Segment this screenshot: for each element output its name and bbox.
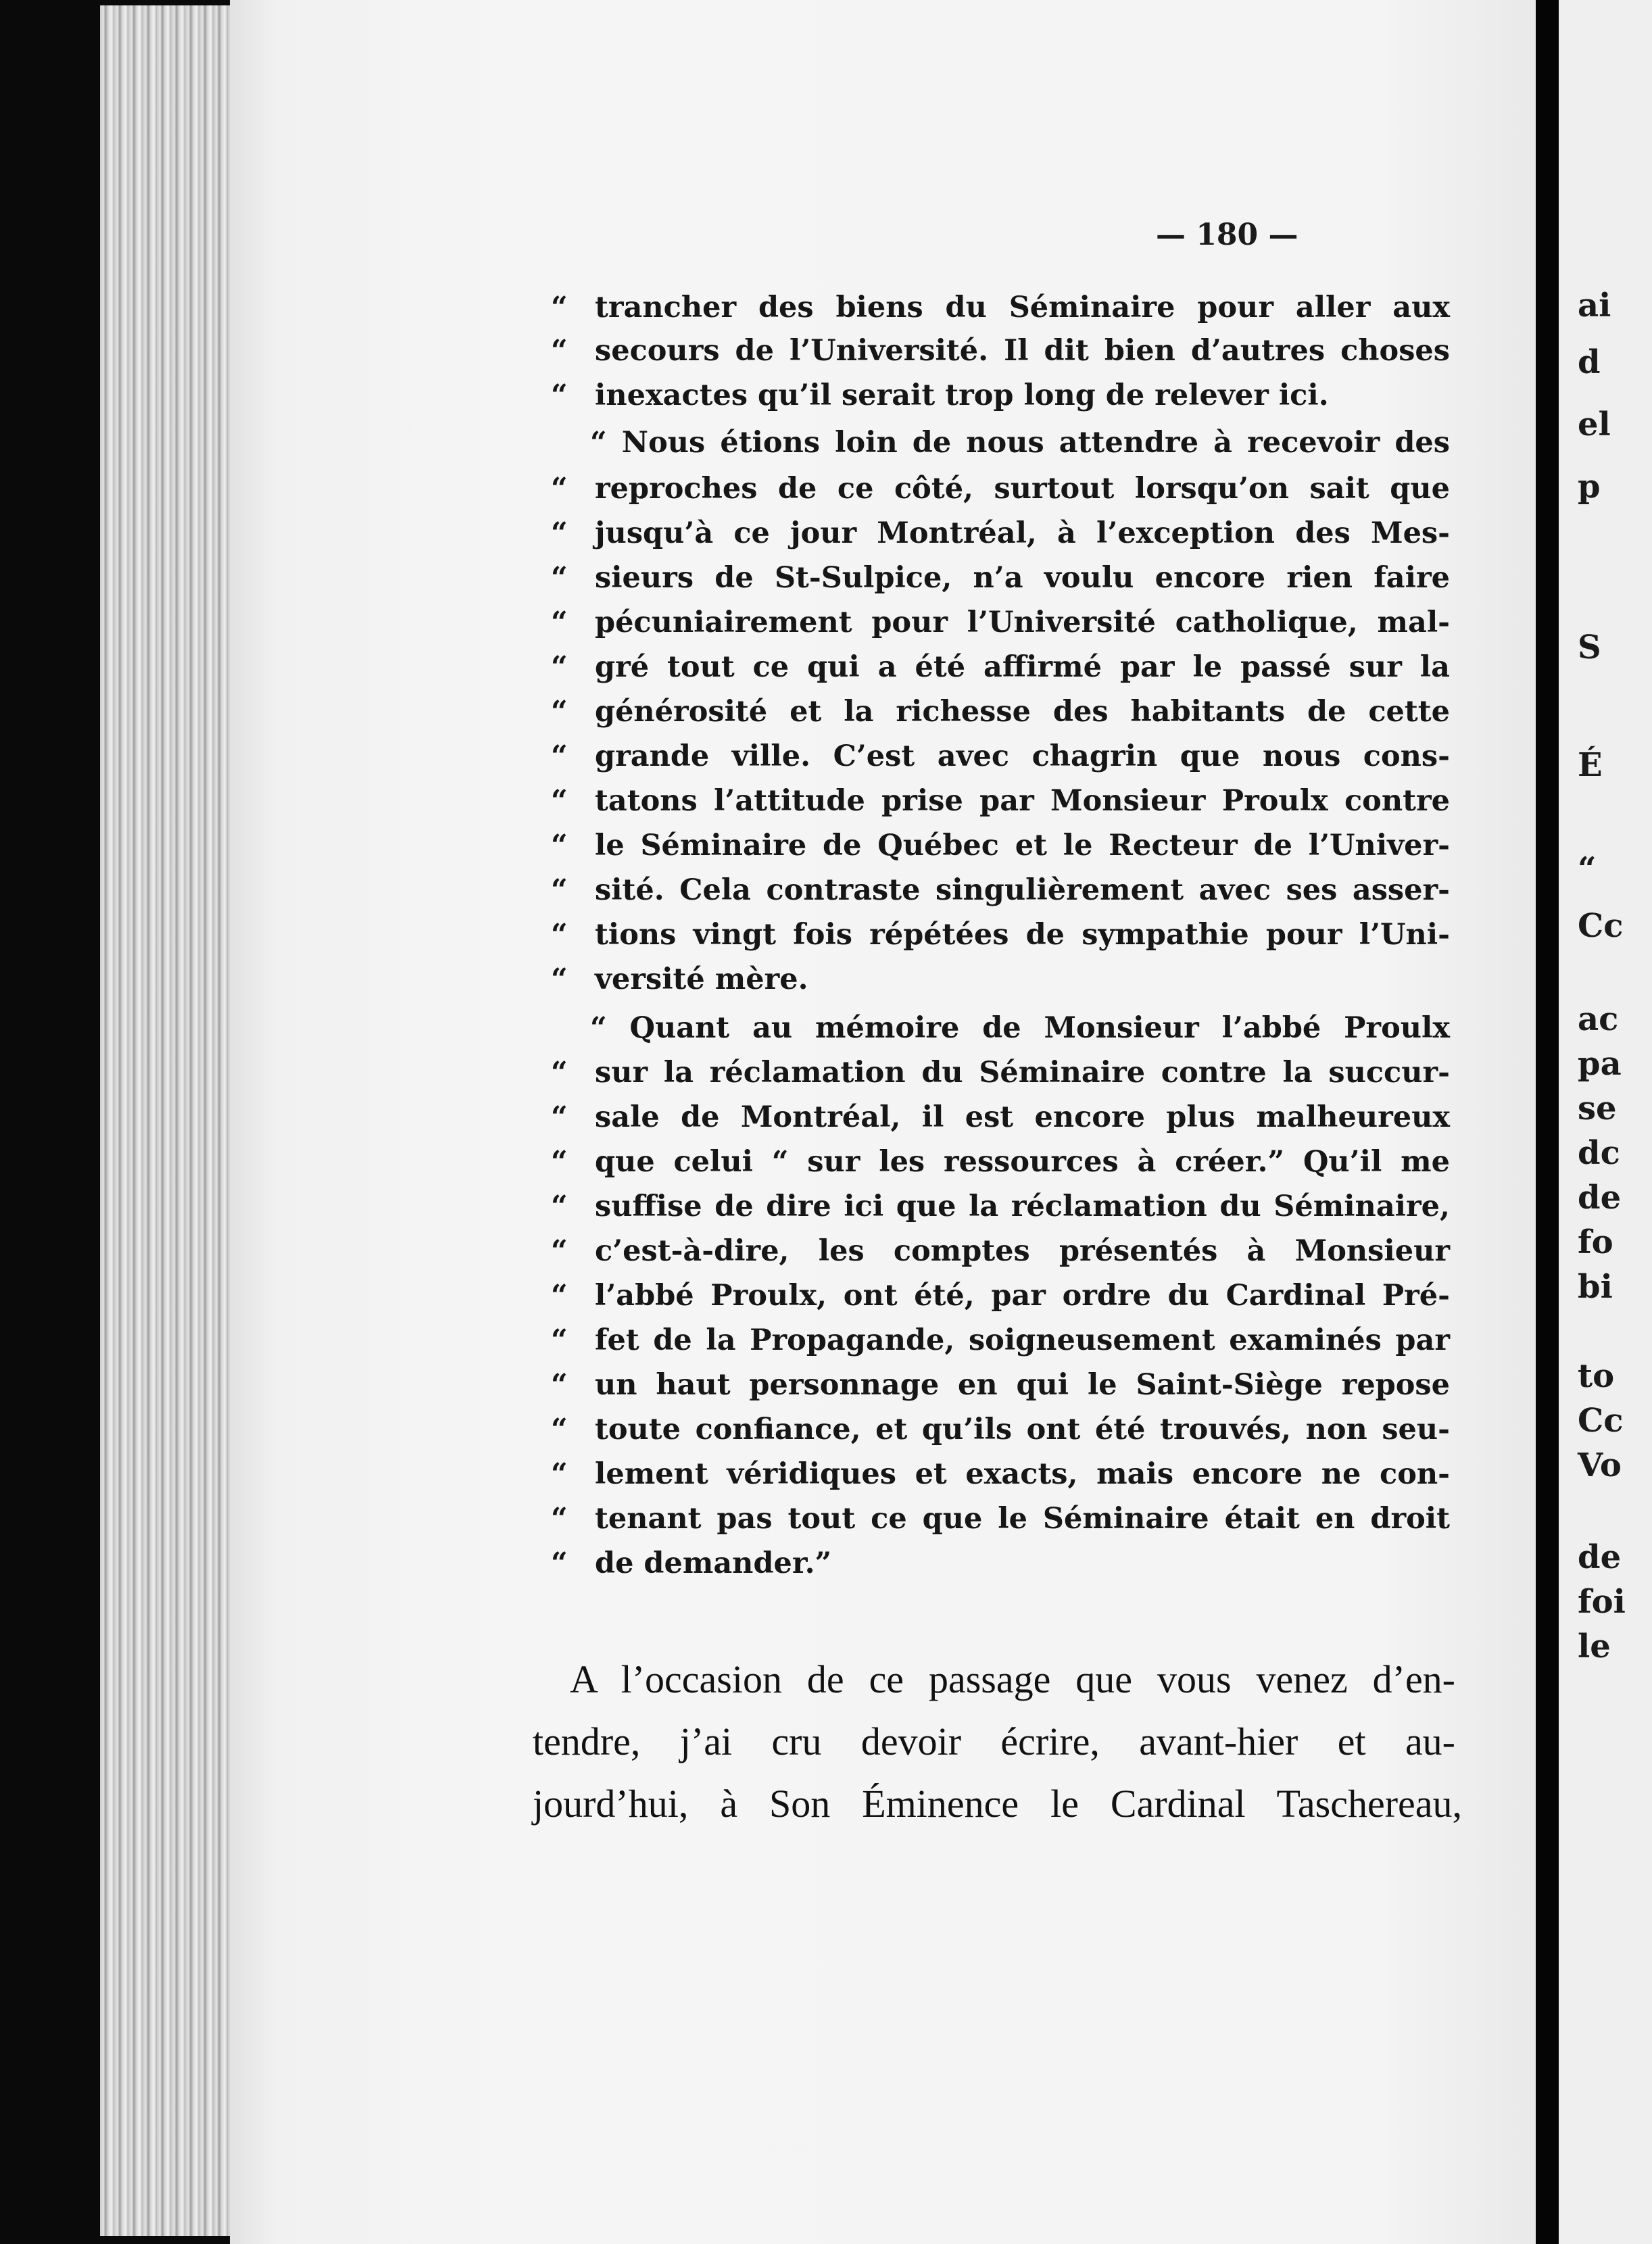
quote-line: “ le Séminaire de Québec et le Recteur de l’Univer- (551, 829, 1450, 862)
quote-line: “ que celui “ sur les ressources à créer.” Qu’il me (551, 1145, 1450, 1179)
next-page-fragment: ai (1578, 287, 1611, 324)
quote-line: “ Quant au mémoire de Monsieur l’abbé Proulx (590, 1011, 1450, 1045)
body-line: jourd’hui, à Son Éminence le Cardinal Taschereau, (533, 1782, 1462, 1826)
next-page-fragment: foi (1578, 1583, 1626, 1621)
quote-line: “ tions vingt fois répétées de sympathie pour l’Uni- (551, 918, 1450, 952)
quote-line: “ grande ville. C’est avec chagrin que nous cons- (551, 739, 1450, 773)
next-page-fragment: to (1578, 1357, 1615, 1395)
next-page-fragment: S (1578, 629, 1601, 666)
next-page-edge (1559, 0, 1652, 2244)
page-edges (100, 5, 242, 2236)
next-page-fragment: bi (1578, 1268, 1613, 1306)
next-page-fragment: É (1578, 746, 1603, 784)
quote-line: “ sité. Cela contraste singulièrement avec ses asser- (551, 873, 1450, 907)
quote-line: “ de demander.” (551, 1546, 832, 1580)
body-line: tendre, j’ai cru devoir écrire, avant-hier et au- (533, 1719, 1455, 1763)
quote-line: “ sieurs de St-Sulpice, n’a voulu encore rien faire (551, 561, 1450, 595)
quote-line: “ l’abbé Proulx, ont été, par ordre du Cardinal Pré- (551, 1279, 1450, 1313)
quote-line: “ gré tout ce qui a été affirmé par le passé sur la (551, 650, 1450, 684)
next-page-fragment: “ (1578, 850, 1597, 888)
quote-line: “ Nous étions loin de nous attendre à recevoir des (590, 426, 1450, 460)
next-page-fragment: le (1578, 1628, 1611, 1665)
next-page-fragment: Cc (1578, 907, 1624, 945)
quote-line: “ toute confiance, et qu’ils ont été trouvés, non seu- (551, 1413, 1450, 1446)
next-page-fragment: pa (1578, 1045, 1622, 1083)
quote-line: “ tenant pas tout ce que le Séminaire était en droit (551, 1502, 1450, 1536)
quote-line: “ trancher des biens du Séminaire pour aller aux (551, 291, 1450, 324)
next-page-fragment: d (1578, 343, 1601, 381)
gutter (1536, 0, 1559, 2244)
next-page-fragment: p (1578, 468, 1601, 506)
quote-line: “ tatons l’attitude prise par Monsieur Proulx contre (551, 784, 1450, 818)
book-page (230, 0, 1536, 2244)
quote-line: “ inexactes qu’il serait trop long de relever ici. (551, 379, 1329, 412)
quote-line: “ sale de Montréal, il est encore plus malheureux (551, 1100, 1450, 1134)
quote-line: “ un haut personnage en qui le Saint-Siège repose (551, 1368, 1450, 1402)
quote-line: “ pécuniairement pour l’Université catholique, mal- (551, 606, 1450, 639)
page-number: — 180 — (1156, 218, 1298, 252)
quote-line: “ sur la réclamation du Séminaire contre la succur- (551, 1056, 1450, 1090)
next-page-fragment: Cc (1578, 1402, 1624, 1440)
quote-line: “ générosité et la richesse des habitants de cette (551, 695, 1450, 729)
quote-line: “ secours de l’Université. Il dit bien d’autres choses (551, 334, 1450, 368)
quote-line: “ suffise de dire ici que la réclamation du Séminaire, (551, 1190, 1450, 1223)
quote-line: “ versité mère. (551, 962, 808, 996)
next-page-fragment: el (1578, 406, 1611, 443)
quote-line: “ lement véridiques et exacts, mais encore ne con- (551, 1457, 1450, 1491)
next-page-fragment: dc (1578, 1134, 1620, 1172)
next-page-fragment: de (1578, 1179, 1622, 1217)
next-page-fragment: Vo (1578, 1446, 1622, 1484)
quote-line: “ fet de la Propagande, soigneusement examinés par (551, 1323, 1450, 1357)
next-page-fragment: fo (1578, 1223, 1613, 1261)
next-page-fragment: de (1578, 1538, 1622, 1576)
body-line: A l’occasion de ce passage que vous venez d’en- (570, 1657, 1455, 1701)
next-page-fragment: se (1578, 1090, 1617, 1127)
next-page-fragment: ac (1578, 1000, 1619, 1038)
quote-line: “ jusqu’à ce jour Montréal, à l’exception des Mes- (551, 516, 1450, 550)
quote-line: “ reproches de ce côté, surtout lorsqu’on sait que (551, 472, 1450, 506)
quote-line: “ c’est-à-dire, les comptes présentés à Monsieur (551, 1234, 1450, 1268)
